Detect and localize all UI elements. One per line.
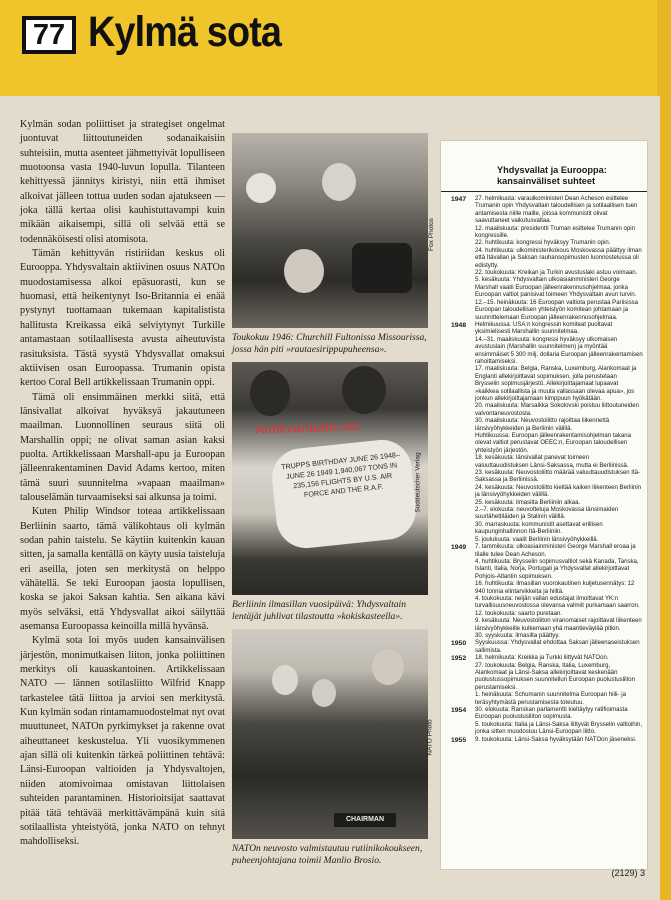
timeline-entry <box>445 655 643 662</box>
timeline-entry <box>445 277 643 299</box>
timeline-year <box>445 663 475 693</box>
timeline-text: 25. kesäkuuta: ilmasilta Berliiniin alkaa. <box>475 499 581 506</box>
photo-credit: NATO Photo <box>426 719 434 756</box>
timeline-year: 1952 <box>451 655 467 663</box>
timeline-year <box>445 500 475 507</box>
timeline-text: 22. huhtikuuta: kongressi hyväksyy Trumanin opin. <box>475 240 611 247</box>
timeline-entry <box>445 692 643 707</box>
timeline-text: 18. kesäkuuta: länsivallat panevat toimeen valuuttauudistuksen Länsi-Saksassa, mutta ei Berliinissä. <box>475 455 629 469</box>
timeline-year <box>445 248 475 270</box>
timeline-text: 30. marraskuuta: kommunistit asettavat erillisen kaupunginhallinnon Itä-Berliiniin. <box>475 521 603 536</box>
timeline-year <box>445 337 475 367</box>
paragraph: Kylmä sota loi myös uuden kansainvälisen järjestön, monimutkaisen liiton, jonka poliittinen merkitys oli kauaskantoinen. Artikkelissaan NATO — lännen sotilasliitto Wilfrid Knapp tarkastelee tätä liittoa ja arvioi sen merkitystä. Kun kylmän sodan rintamamuodostelmat nyt ovat muuttuneet, NATOn pyrkimykset ja rakenne ovat aiheuttaneet keskustelua. Yli vuosikymmenen ajan sillä oli kuitenkin tärkeä poliittinen tehtävä: Länsi-Euroopan valtioiden ja Yhdysvaltojen, niiden atomivoimaa omistavan liittolaisen suhteiden parantaminen. Historioitsijat saattavat pitää tätä tehtävää merkittävämpänä kuin sitä sotilaallista yhteistyötä, jonka NATO on tehnyt mahdolliseksi. <box>20 635 225 848</box>
timeline-text: 23. kesäkuuta: Neuvostoliitto määrää valuuttauudistuksen Itä-Saksassa ja Berliinissä. <box>475 470 641 484</box>
timeline-entry <box>445 707 643 722</box>
timeline-text: 24. kesäkuuta: Neuvostoliitto kieltää kaiken liikenteen Berliinin ja länsivyöhykkeiden välillä. <box>475 484 642 499</box>
timeline-text: 4. huhtikuuta: Brysselin sopimusvaltiot sekä Kanada, Tanska, Islanti, Italia, Norja, Portugali ja Yhdysvallat allekirjoittavat Pohjois-Atlantin sopimuksen. <box>475 558 639 580</box>
timeline-year <box>445 433 475 455</box>
timeline-text: 24. huhtikuuta: ulkoministerikokous Moskovassa päättyy ilman että Itävallan ja Saksan rauhansopimusten luonnostelussa oli edistytty. <box>475 247 642 269</box>
timeline-year: 1950 <box>451 640 467 648</box>
sidebar-heading: Yhdysvallat ja Eurooppa: kansainväliset suhteet <box>441 165 647 192</box>
timeline-text: 2.–7. elokuuta: neuvotteluja Moskovassa länsimaiden suurlähettiläiden ja Stalinin välillä. <box>475 507 619 521</box>
article-number: 77 <box>22 16 76 54</box>
timeline-text: 30. maaliskuuta: Neuvostoliitto rajoittaa liikennettä länsivyöhykkeiden ja Berliinin välillä. <box>475 418 610 432</box>
timeline-entry <box>445 470 643 485</box>
timeline-year <box>445 507 475 522</box>
timeline-year <box>445 618 475 633</box>
timeline-entry <box>445 270 643 277</box>
timeline-text: 20. maaliskuuta: Marsalkka Sokolovski poistuu liittoutuneiden valvontaneuvostosta. <box>475 403 640 417</box>
timeline-text: 12. toukokuuta: saarto puretaan. <box>475 610 563 617</box>
timeline-entry <box>445 522 643 537</box>
timeline-text: 30. syyskuuta: ilmasilta päättyy. <box>475 632 560 639</box>
timeline-entry <box>445 596 643 611</box>
timeline-text: 27. toukokuuta: Belgia, Ranska, Italia, Luxemburg, Alankomaat ja Länsi-Saksa allekirjoittavat keskenään puolustussopimuksen suunnitellun Euroopan puolustusliiton perustamiseksi. <box>475 662 636 691</box>
timeline-year: 1949 <box>451 544 467 552</box>
timeline-entry <box>445 663 643 693</box>
timeline-text: 9. kesäkuuta: Neuvostoliiton viranomaiset rajoittavat liikenteen länsivyöhykkeille kulkemaan yhä maantieväylää pitkin. <box>475 618 642 632</box>
timeline-entry <box>445 455 643 470</box>
timeline-entry <box>445 366 643 403</box>
timeline-text: Syyskuussa: Yhdysvallat ehdottaa Saksan jälleenaseistuksen sallimista. <box>475 640 640 654</box>
timeline-year <box>445 581 475 596</box>
timeline-text: 18. helmikuuta: Kreikka ja Turkki liittyvät NATOon. <box>475 655 609 662</box>
timeline-text: 12. maaliskuuta: presidentti Truman esittelee Trumanin opin kongressille. <box>475 225 635 240</box>
timeline-text: 4. toukokuuta: neljän vallan edustajat ilmoittavat YK:n turvallisuusneuvostossa olevansa valmiit purkamaan saarron. <box>475 595 640 610</box>
timeline-entry <box>445 544 643 559</box>
timeline-year <box>445 537 475 544</box>
timeline-year <box>445 366 475 403</box>
timeline <box>441 196 647 744</box>
photo-airlift <box>232 362 428 595</box>
timeline-year <box>445 300 475 322</box>
timeline-entry <box>445 418 643 433</box>
timeline-year <box>445 722 475 737</box>
airlift-sign: TRUPPS BIRTHDAY JUNE 26 1948–JUNE 26 1949 1,940,067 TONS IN 235,156 FLIGHTS BY U.S. AIR FORCE AND THE R.A.F. <box>269 437 419 551</box>
timeline-year: 1947 <box>451 196 467 203</box>
timeline-text: 5. toukokuuta: Italia ja Länsi-Saksa liittyvät Brysselin valtioihin, jonka sitten muodostuu Länsi-Euroopan liitto. <box>475 721 643 736</box>
chairman-plaque: CHAIRMAN <box>334 813 396 827</box>
paragraph: Kuten Philip Windsor toteaa artikkelissaan Berliinin saarto, tämä välikohtaus oli kylmän sodan pahin taistelu. Se käytiin kuitenkin kauan sitten, ja samalla kentällä on käyty uusia taisteluja eri aseilla, joten sen merkitystä on helppo vähätellä. Se teki Euroopan jaosta lopullisen, koska se jakoi Saksan kahtia. Sen aikana kävi myös selväksi, että Yhdysvallat aikoi säilyttää asemansa Euroopassa keinoilla millä hyvänsä. <box>20 506 225 633</box>
timeline-text: 27. helmikuuta: varaulkoministeri Dean Acheson esittelee Trumanin opin Yhdysvaltain taloudellisen ja sotilaallisen tuen antamisesta niille maille, joissa kommunistit olivat saavuttaneet vaikutusvaltaa. <box>475 196 638 225</box>
timeline-entry <box>445 737 643 744</box>
timeline-year: 1948 <box>451 321 467 329</box>
timeline-year <box>445 611 475 618</box>
timeline-text: Huhtikuussa: Euroopan jälleenrakentamisohjelman takana olevat valtiot perustavat OEEC:n, Euroopan taloudellisen yhteistyön järjestön. <box>475 433 631 454</box>
timeline-entry <box>445 581 643 596</box>
timeline-text: 5. joulukuuta: vaalit Berliinin länsivyöhykkeillä. <box>475 536 599 543</box>
paragraph: Tämän kehittyvän ristiriidan keskus oli Eurooppa. Yhdysvaltain aktiivinen osuus NATOn muodostamisessa alkoi epäsuorasti, kun se huomasi, että heikentynyt Iso-Britannia ei enää pystynyt tuottamaan tukemaan kapitalistista hallitusta Kreikassa eikä selviytynyt Turkille antamastaan sotilaallisesta avusta aiheutuvista rasituksista. Tästä syystä Yhdysvallat omaksui aktiivisen osan Euroopassa. Trumanin opista kertoo Coral Bell artikkelissaan Trumanin oppi. <box>20 248 225 389</box>
timeline-sidebar <box>440 140 648 870</box>
photo-churchill <box>232 133 436 328</box>
timeline-entry <box>445 611 643 618</box>
photo-credit: Süddeutscher Verlag <box>414 451 422 513</box>
photo-credit: Fox Photos <box>428 217 436 251</box>
page-title: Kylmä sota <box>88 8 282 56</box>
timeline-entry <box>445 240 643 247</box>
timeline-year <box>445 692 475 707</box>
timeline-year <box>445 596 475 611</box>
timeline-year <box>445 485 475 500</box>
timeline-entry <box>445 507 643 522</box>
timeline-year <box>445 470 475 485</box>
watermark: Antikvariaatti.net <box>254 418 361 437</box>
timeline-entry <box>445 559 643 581</box>
photo-caption: Berliinin ilmasillan vuosipäivä: Yhdysvaltain lentäjät juhlivat tilastoutta »kokiskasteella». <box>232 599 407 622</box>
timeline-entry <box>445 537 643 544</box>
page-number: (2129) 3 <box>611 868 645 878</box>
timeline-text: 7. tammikuuta: ulkoasiainministeri George Marshall eroaa ja tilalle tulee Dean Acheson. <box>475 544 636 558</box>
photo-column <box>232 133 436 873</box>
timeline-text: 5. kesäkuuta: Yhdysvaltain ulkoasiainministeri George Marshall vaatii Euroopan jälleenrakennusohjelmaa, jonka Euroopan valtiot panisivat toimeen Yhdysvaltain avun turvin. <box>475 277 637 299</box>
timeline-entry <box>445 322 643 337</box>
page-header <box>18 8 658 64</box>
timeline-text: Helmikuussa: USA:n kongressin komiteat puoltavat yksimielisesti Marshallin suunnitelmaa. <box>475 321 613 336</box>
article-body <box>20 118 225 850</box>
timeline-entry <box>445 300 643 322</box>
photo-nato-council <box>232 629 434 839</box>
timeline-text: 14.–31. maaliskuuta: kongressi hyväksyy ulkomaisen avustuslain (Marshallin suunnitelmen) ja myöntää ensimmäiset 5 300 milj. dollaria Euroopan jälleenrakentamisen rahoittamiseksi. <box>475 336 643 365</box>
timeline-year <box>445 559 475 581</box>
photo-caption: NATOn neuvosto valmistautuu rutiinikokoukseen, puheenjohtajana toimii Manlio Brosio. <box>232 843 423 866</box>
timeline-year <box>445 633 475 640</box>
timeline-year <box>445 455 475 470</box>
paragraph: Kylmän sodan poliittiset ja strategiset ongelmat juontuvat liittoutuneiden sodanaikaisiin suhteisiin, mutta asenteet jähmettyivät lopulliseen muotoonsa vasta 1940-luvun lopulla. Tilanteen kehittyessä jännitys kiristyi, niin että ihmiset alkoivat jälleen tottua uuden sodan ajatukseen — joka tällä kertaa olisi kauhistuttavampi kuin mikään aikaisempi, sillä oli selvää että se todennäköisesti olisi atomisota. <box>20 119 225 245</box>
timeline-entry <box>445 500 643 507</box>
timeline-entry <box>445 618 643 633</box>
timeline-entry <box>445 196 643 226</box>
paragraph: Tämä oli ensimmäinen merkki siitä, että länsivallat alkoivat hyväksyä jakautuneen maailman. Luonnollinen seuraus siitä oli Marshallin oppi; ne olivat saman asian kaksi puolta. Artikkelissaan Marshall-apu ja Euroopan jälleenrakentaminen David Adams kertoo, miten tämä suuri suunnitelma »vapaan maailman» talouselämän turvaamiseksi sai alkunsa ja toimi. <box>20 391 225 503</box>
timeline-entry <box>445 337 643 367</box>
timeline-year: 1954 <box>451 707 467 715</box>
photo-caption: Toukokuu 1946: Churchill Fultonissa Missourissa, jossa hän piti »rautaesirippupuheensa». <box>232 332 427 355</box>
timeline-entry <box>445 722 643 737</box>
timeline-year <box>445 226 475 241</box>
timeline-text: 30. elokuuta: Ranskan parlamentti kieltäytyy ratifioimasta Euroopan puolustusliiton sopimusta. <box>475 707 628 721</box>
timeline-entry <box>445 248 643 270</box>
timeline-text: 12.–15. heinäkuuta: 16 Euroopan valtiota perustaa Pariisissa Euroopan taloudellisen yhteistyön komitean johtamaan ja suunnittelemaan Euroopan jälleenrakennusohjelmaa. <box>475 299 639 321</box>
timeline-year <box>445 270 475 277</box>
timeline-text: 16. huhtikuuta: ilmasillan vuorokautinen kuljetusennätys: 12 940 tonnia elintarvikkeita ja hiiltä. <box>475 581 635 595</box>
timeline-entry <box>445 485 643 500</box>
timeline-year <box>445 277 475 299</box>
timeline-text: 1. heinäkuuta: Schumanin suunnitelma Euroopan hiili- ja teräsyhtymästä perustamisesta toteutuu. <box>475 692 626 706</box>
timeline-year <box>445 522 475 537</box>
timeline-entry <box>445 403 643 418</box>
timeline-entry <box>445 640 643 655</box>
timeline-text: 22. toukokuuta: Kreikan ja Turkin avustuslaki astuu voimaan. <box>475 270 638 277</box>
timeline-year: 1955 <box>451 736 467 744</box>
timeline-year <box>445 240 475 247</box>
timeline-text: 17. maaliskuuta: Belgia, Ranska, Luxemburg, Alankomaat ja Englanti allekirjoittavat sopimuksen, jolla perustetaan Brysselin sopimusjärjestö. Allekirjoittajamaat lupaavat »kaikkea sotilaallista ja muuta vallassaan olevaa apua», jos jonkun allekirjoittajamaan kimppuun hyökätään. <box>475 366 637 402</box>
timeline-year <box>445 418 475 433</box>
timeline-entry <box>445 633 643 640</box>
timeline-year <box>445 403 475 418</box>
timeline-text: 9. toukokuuta: Länsi-Saksa hyväksytään NATOon jäseneksi. <box>475 736 637 743</box>
timeline-entry <box>445 433 643 455</box>
timeline-entry <box>445 226 643 241</box>
